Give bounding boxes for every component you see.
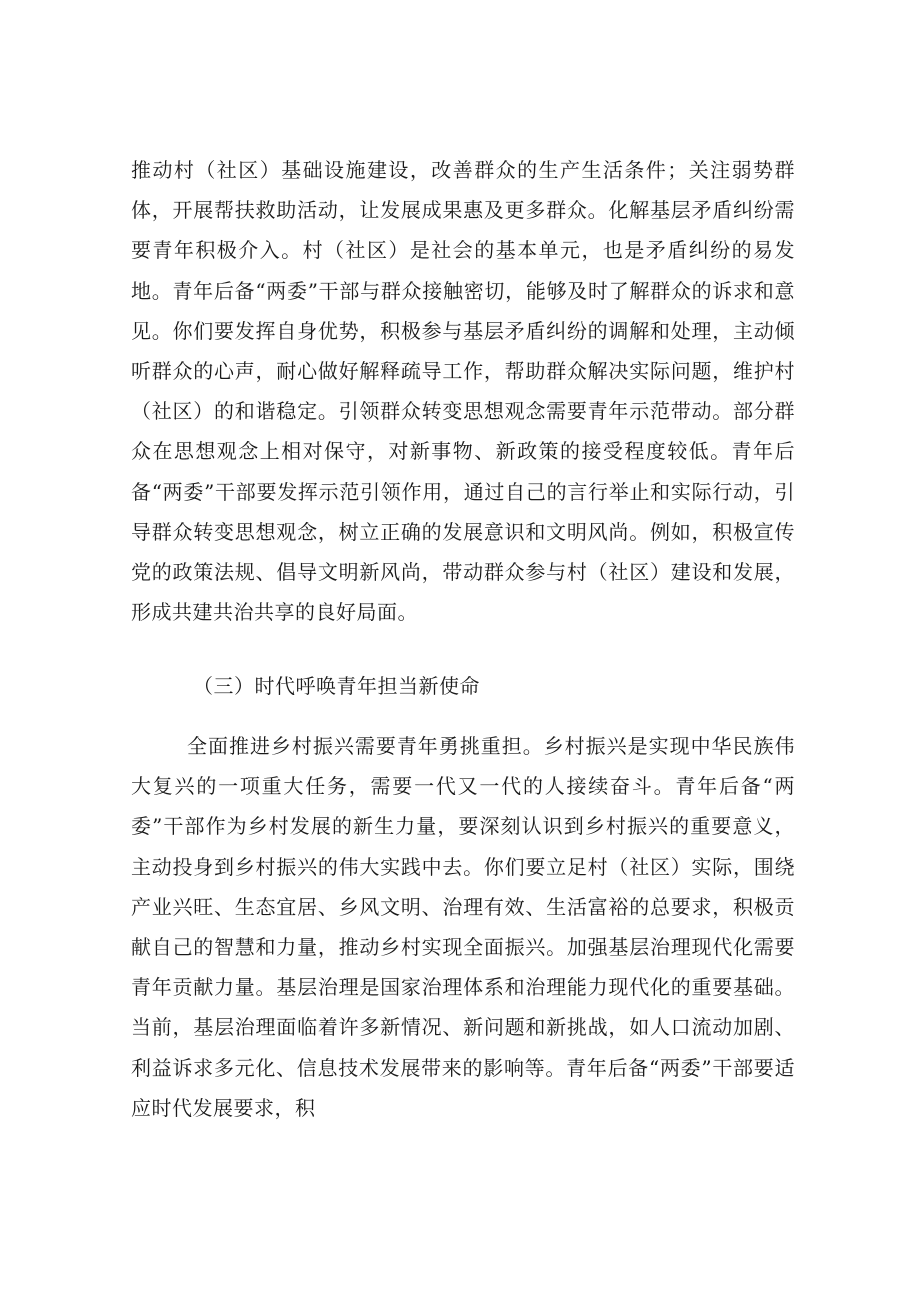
section-heading: （三）时代呼唤青年担当新使命 xyxy=(193,674,480,698)
body-paragraph: 全面推进乡村振兴需要青年勇挑重担。乡村振兴是实现中华民族伟大复兴的一项重大任务，需要一代又一代的人接续奋斗。青年后备“两委”干部作为乡村发展的新生力量，要深刻认识到乡村振兴的重要意义，主动投身到乡村振兴的伟大实践中去。你们要立足村（社区）实际，围绕产业兴旺、生态宜居、乡风文明、治理有效、生活富裕的总要求，积极贡献自己的智慧和力量，推动乡村实现全面振兴。加强基层治理现代化需要青年贡献力量。基层治理是国家治理体系和治理能力现代化的重要基础。当前，基层治理面临着许多新情况、新问题和新挑战，如人口流动加剧、利益诉求多元化、信息技术发展带来的影响等。青年后备“两委”干部要适应时代发展要求，积 xyxy=(131,734,795,1120)
body-paragraph-continued: 推动村（社区）基础设施建设，改善群众的生产生活条件；关注弱势群体，开展帮扶救助活动，让发展成果惠及更多群众。化解基层矛盾纠纷需要青年积极介入。村（社区）是社会的基本单元，也是矛盾纠纷的易发地。青年后备“两委”干部与群众接触密切，能够及时了解群众的诉求和意见。你们要发挥自身优势，积极参与基层矛盾纠纷的调解和处理，主动倾听群众的心声，耐心做好解释疏导工作，帮助群众解决实际问题，维护村（社区）的和谐稳定。引领群众转变思想观念需要青年示范带动。部分群众在思想观念上相对保守，对新事物、新政策的接受程度较低。青年后备“两委”干部要发挥示范引领作用，通过自己的言行举止和实际行动，引导群众转变思想观念，树立正确的发展意识和文明风尚。例如，积极宣传党的政策法规、倡导文明新风尚，带动群众参与村（社区）建设和发展，形成共建共治共享的良好局面。 xyxy=(131,158,795,625)
